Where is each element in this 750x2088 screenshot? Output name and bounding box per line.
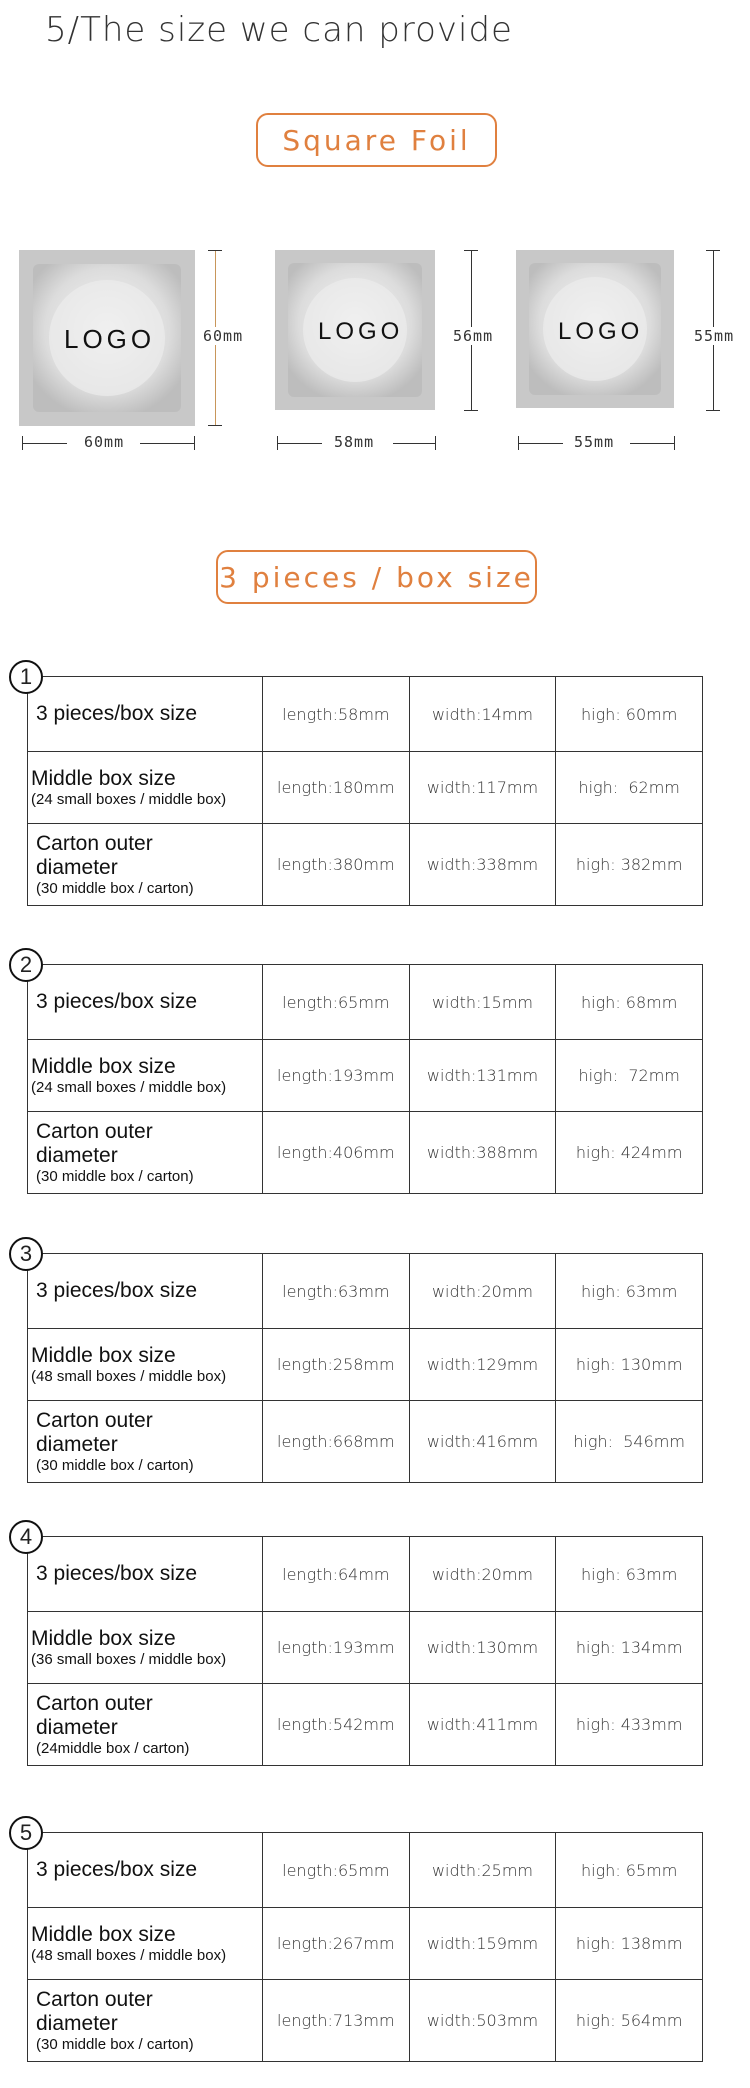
length-cell: length:258mm [263,1329,410,1401]
row-label-cell [28,677,263,752]
width-cell: width:25mm [409,1833,556,1908]
length-cell: length:713mm [263,1980,410,2062]
height-label-3: 55mm [694,327,735,345]
length-cell: length:193mm [263,1612,410,1684]
width-cell: width:503mm [409,1980,556,2062]
row-sublabel: (30 middle box / carton) [36,1456,194,1474]
length-cell: length:65mm [263,1833,410,1908]
width-line-2b [393,443,435,444]
row-label-cell [28,752,263,824]
square-foil-label: Square Foil [256,113,497,167]
table-row [28,1040,703,1112]
width-cell: width:130mm [409,1612,556,1684]
height-label-1: 60mm [203,327,244,345]
length-cell: length:380mm [263,824,410,906]
table-row [28,1112,703,1194]
width-cell: width:14mm [409,677,556,752]
height-tick-1b [208,425,222,426]
row-sublabel: (30 middle box / carton) [36,2035,194,2053]
row-label: 3 pieces/box size [36,1858,198,1881]
table-row [28,824,703,906]
row-label: Middle box size [31,1054,176,1078]
width-tick-1b [194,436,195,450]
size-table [27,1832,703,2062]
table-row [28,1908,703,1980]
size-table-block [0,948,750,1188]
high-cell: high: 424mm [556,1112,703,1194]
width-cell: width:338mm [409,824,556,906]
width-cell: width:15mm [409,965,556,1040]
row-label-cell [28,1980,263,2062]
high-cell: high: 564mm [556,1980,703,2062]
size-table-block [0,1237,750,1477]
row-sublabel: (36 small boxes / middle box) [31,1650,227,1668]
high-cell: high: 546mm [556,1401,703,1483]
length-cell: length:64mm [263,1537,410,1612]
length-cell: length:406mm [263,1112,410,1194]
width-cell: width:131mm [409,1040,556,1112]
width-cell: width:117mm [409,752,556,824]
size-table-block [0,660,750,900]
high-cell: high: 63mm [556,1254,703,1329]
width-cell: width:411mm [409,1684,556,1766]
width-line-1b [140,443,194,444]
high-cell: high: 134mm [556,1612,703,1684]
high-cell: high: 65mm [556,1833,703,1908]
row-label-cell [28,1612,263,1684]
table-row [28,1980,703,2062]
size-table [27,1253,703,1483]
row-label: Carton outer diameter [36,1408,153,1456]
row-label: Middle box size [31,1922,176,1946]
width-cell: width:159mm [409,1908,556,1980]
table-row [28,1329,703,1401]
height-tick-3a [706,250,720,251]
high-cell: high: 72mm [556,1040,703,1112]
row-label-cell [28,1401,263,1483]
row-sublabel: (24 small boxes / middle box) [31,790,227,808]
row-label: 3 pieces/box size [36,1279,198,1302]
width-tick-2a [277,436,278,450]
height-tick-2a [464,250,478,251]
height-tick-2b [464,410,478,411]
row-sublabel: (48 small boxes / middle box) [31,1367,227,1385]
row-label: 3 pieces/box size [36,1562,198,1585]
table-row [28,1833,703,1908]
high-cell: high: 63mm [556,1537,703,1612]
table-row [28,1254,703,1329]
row-sublabel: (48 small boxes / middle box) [31,1946,227,1964]
row-label-cell [28,965,263,1040]
size-table [27,676,703,906]
table-number-badge: 1 [9,660,43,694]
table-row [28,1537,703,1612]
width-line-1a [22,443,67,444]
row-label-cell [28,1684,263,1766]
row-label: Middle box size [31,1343,176,1367]
table-row [28,752,703,824]
length-cell: length:65mm [263,965,410,1040]
length-cell: length:180mm [263,752,410,824]
length-cell: length:267mm [263,1908,410,1980]
width-line-3a [518,443,563,444]
row-label-cell [28,1254,263,1329]
table-row [28,1401,703,1483]
page-heading: 5/The size we can provide [45,10,513,50]
row-label-cell [28,1040,263,1112]
width-label-2: 58mm [334,433,375,451]
table-row [28,1612,703,1684]
high-cell: high: 62mm [556,752,703,824]
high-cell: high: 138mm [556,1908,703,1980]
width-cell: width:20mm [409,1254,556,1329]
row-sublabel: (24 small boxes / middle box) [31,1078,227,1096]
table-number-badge: 3 [9,1237,43,1271]
high-cell: high: 130mm [556,1329,703,1401]
size-table [27,964,703,1194]
height-label-2: 56mm [453,327,494,345]
size-table [27,1536,703,1766]
high-cell: high: 433mm [556,1684,703,1766]
row-sublabel: (30 middle box / carton) [36,879,194,897]
height-tick-1a [208,250,222,251]
length-cell: length:668mm [263,1401,410,1483]
high-cell: high: 382mm [556,824,703,906]
width-line-3b [630,443,674,444]
row-label: Carton outer diameter [36,1987,153,2035]
width-tick-3b [674,436,675,450]
length-cell: length:58mm [263,677,410,752]
length-cell: length:193mm [263,1040,410,1112]
width-cell: width:129mm [409,1329,556,1401]
size-table-block [0,1816,750,2056]
high-cell: high: 60mm [556,677,703,752]
table-row [28,965,703,1040]
table-row [28,1684,703,1766]
row-label: Middle box size [31,1626,176,1650]
width-tick-1a [22,436,23,450]
row-label-cell [28,1112,263,1194]
height-tick-3b [706,410,720,411]
row-label: Carton outer diameter [36,1691,153,1739]
foil-logo-1: LOGO [64,324,156,354]
foil-logo-3: LOGO [558,318,644,345]
table-row [28,677,703,752]
size-table-block [0,1520,750,1760]
table-number-badge: 2 [9,948,43,982]
row-label: Middle box size [31,766,176,790]
row-label-cell [28,1833,263,1908]
row-label: Carton outer diameter [36,1119,153,1167]
width-label-3: 55mm [574,433,615,451]
row-label: 3 pieces/box size [36,702,198,725]
width-tick-2b [435,436,436,450]
row-sublabel: (30 middle box / carton) [36,1167,194,1185]
width-line-2a [277,443,322,444]
foil-logo-2: LOGO [318,318,404,345]
box-size-label: 3 pieces / box size [216,550,537,604]
width-cell: width:416mm [409,1401,556,1483]
length-cell: length:542mm [263,1684,410,1766]
row-label-cell [28,1329,263,1401]
width-cell: width:20mm [409,1537,556,1612]
table-number-badge: 5 [9,1816,43,1850]
row-label-cell [28,824,263,906]
width-label-1: 60mm [84,433,125,451]
row-label: 3 pieces/box size [36,990,198,1013]
row-label-cell [28,1908,263,1980]
width-cell: width:388mm [409,1112,556,1194]
width-tick-3a [518,436,519,450]
row-label: Carton outer diameter [36,831,153,879]
row-label-cell [28,1537,263,1612]
high-cell: high: 68mm [556,965,703,1040]
row-sublabel: (24middle box / carton) [36,1739,190,1757]
table-number-badge: 4 [9,1520,43,1554]
length-cell: length:63mm [263,1254,410,1329]
